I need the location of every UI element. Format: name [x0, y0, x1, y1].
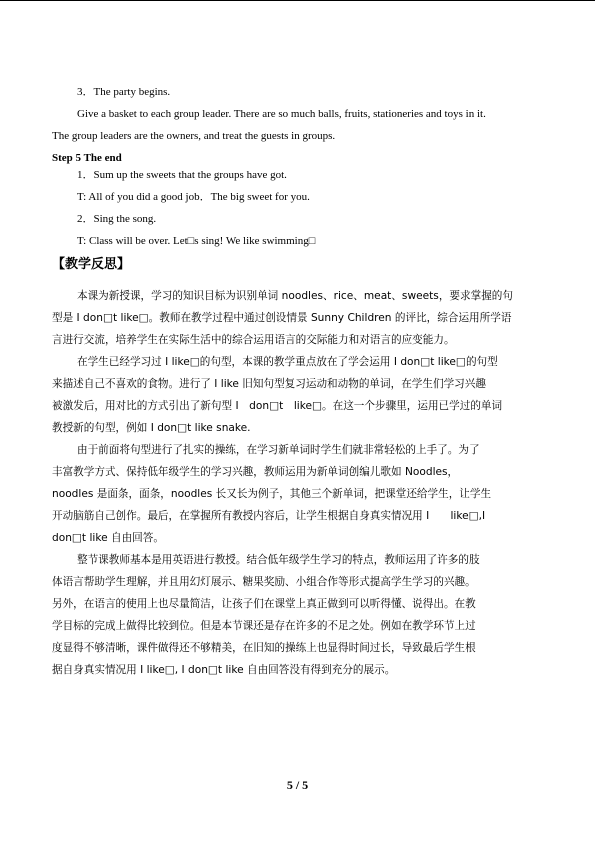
text-line: 在学生已经学习过 I like□的句型，本课的教学重点放在了学会运用 I don□t like□的句型	[77, 356, 498, 368]
top-border	[0, 0, 595, 1]
text-line: 被激发后，用对比的方式引出了新句型 I don□t like□。在这一个步骤里，运用已学过的单词	[52, 400, 503, 412]
text-line: The group leaders are the owners, and treat the guests in groups.	[52, 130, 336, 142]
text-line: don□t like 自由回答。	[52, 532, 164, 544]
text-line: 另外，在语言的使用上也尽量简洁，让孩子们在课堂上真正做到可以听得懂、说得出。在教	[52, 598, 476, 610]
step-heading: Step 5 The end	[52, 152, 122, 164]
text-line: noodles 是面条，面条，noodles 长又长为例子，其他三个新单词，把课堂还给学生，让学生	[52, 488, 492, 500]
text-line: 本课为新授课，学习的知识目标为识别单词 noodles、rice、meat、sweets，要求掌握的句	[77, 290, 513, 302]
text-line: T: All of you did a good job．The big sweet for you.	[77, 191, 310, 203]
text-line: 教授新的句型，例如 I don□t like snake.	[52, 422, 251, 434]
text-line: 1．Sum up the sweets that the groups have got.	[77, 169, 287, 181]
text-line: T: Class will be over. Let□s sing! We like swimming□	[77, 235, 316, 247]
section-heading: 【教学反思】	[52, 257, 131, 272]
text-line: 体语言帮助学生理解，并且用幻灯展示、糖果奖励、小组合作等形式提高学生学习的兴趣。	[52, 576, 476, 588]
text-line: 据自身真实情况用 I like□, I don□t like 自由回答没有得到充分的展示。	[52, 664, 396, 676]
text-line: 度显得不够清晰，课件做得还不够精美，在旧知的操练上也显得时间过长，导致最后学生根	[52, 642, 476, 654]
text-line: 3．The party begins.	[77, 86, 171, 98]
text-line: 来描述自己不喜欢的食物。进行了 I like 旧知句型复习运动和动物的单词，在学生们学习兴趣	[52, 378, 486, 390]
text-line: 丰富教学方式、保持低年级学生的学习兴趣，教师运用为新单词创编儿歌如 Noodles，	[52, 466, 459, 478]
text-line: 整节课教师基本是用英语进行教授。结合低年级学生学习的特点，教师运用了许多的肢	[77, 554, 480, 566]
text-line: 言进行交流，培养学生在实际生活中的综合运用语言的交际能力和对语言的应变能力。	[52, 334, 455, 346]
text-line: 2．Sing the song.	[77, 213, 157, 225]
text-line: 学目标的完成上做得比较到位。但是本节课还是存在许多的不足之处。例如在教学环节上过	[52, 620, 476, 632]
page-number: 5 / 5	[286, 778, 309, 792]
text-line: 由于前面将句型进行了扎实的操练，在学习新单词时学生们就非常轻松的上手了。为了	[77, 444, 480, 456]
text-line: Give a basket to each group leader. There are so much balls, fruits, stationeries and toys in it.	[77, 108, 486, 120]
text-line: 开动脑筋自己创作。最后，在掌握所有教授内容后，让学生根据自身真实情况用 I like□,I	[52, 510, 486, 522]
text-line: 型是 I don□t like□。教师在教学过程中通过创设情景 Sunny Children 的评比，综合运用所学语	[52, 312, 512, 324]
